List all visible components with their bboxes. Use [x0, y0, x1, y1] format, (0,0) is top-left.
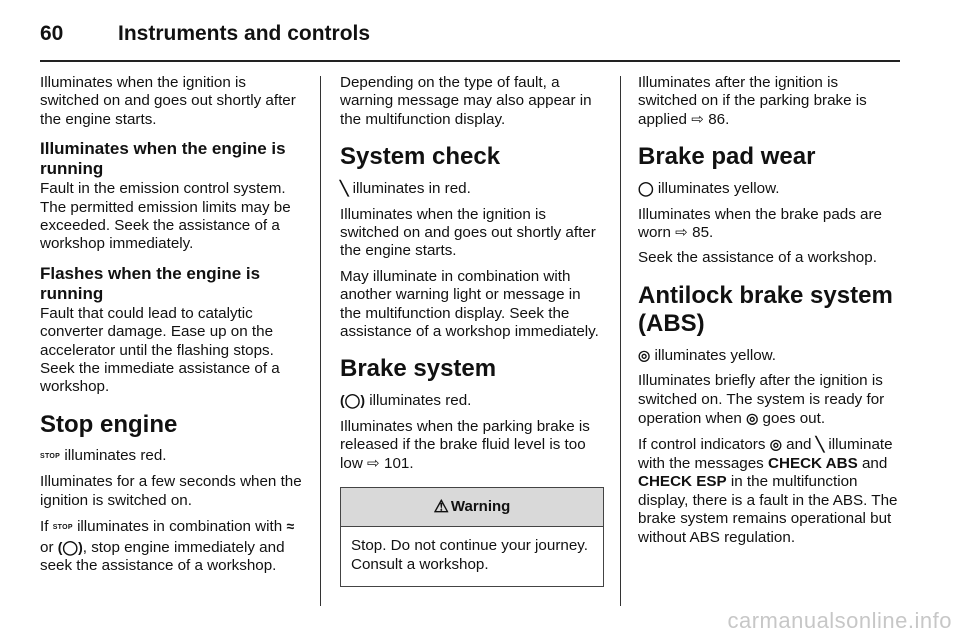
brake-system-icon: (◯) [340, 392, 365, 409]
stop-icon: STOP [52, 524, 73, 532]
paragraph: Illuminates when the parking brake is released if the brake fluid level is too low ⇨ 101. [340, 417, 590, 472]
brake-pad-wear-icon: ◯ [638, 180, 654, 197]
paragraph: Illuminates briefly after the ignition is switched on. The system is ready for operation when ◎ goes out. [638, 372, 885, 428]
paragraph: If STOP illuminates in combination with ≈ or (◯), stop engine immediately and seek the assistance of a workshop. [40, 518, 295, 574]
paragraph: Depending on the type of fault, a warning message may also appear in the multifunction display. [340, 74, 592, 128]
page-reference-arrow-icon: ⇨ [675, 224, 688, 242]
column-2 [340, 74, 602, 587]
wrench-icon: ╲ [815, 436, 825, 453]
abs-icon: ◎ [746, 410, 759, 427]
wrench-icon: ╲ [340, 180, 349, 197]
page-reference-arrow-icon: ⇨ [367, 454, 380, 472]
paragraph: ╲ illuminates in red. [340, 180, 471, 198]
paragraph: If control indicators ◎ and ╲ illuminate with the messages CHECK ABS and CHECK ESP in the multifunction display, there is a fault in the ABS. The brake system remains operational but without ABS regulation. [638, 436, 898, 546]
header-rule [40, 60, 900, 62]
brake-system-icon: (◯) [57, 538, 83, 555]
page-reference[interactable]: 85. [692, 224, 714, 242]
paragraph: Seek the assistance of a workshop. [638, 249, 877, 267]
paragraph: Illuminates for a few seconds when the ignition is switched on. [40, 473, 302, 509]
page-reference[interactable]: 101. [384, 454, 414, 472]
paragraph: ◎ illuminates yellow. [638, 346, 777, 364]
abs-icon: ◎ [638, 346, 651, 363]
heading-stop-engine: Stop engine [40, 410, 178, 438]
paragraph: STOP illuminates red. [40, 447, 302, 466]
subheading-flashes: Flashes when the engine is running [40, 263, 261, 303]
warning-title: Warning [450, 497, 511, 515]
column-divider [620, 76, 621, 606]
chapter-title: Instruments and controls [118, 22, 371, 45]
paragraph: Illuminates when the ignition is switched on and goes out shortly after the engine starts. [40, 74, 296, 128]
warning-header [341, 488, 603, 527]
paragraph: Fault in the emission control system. The permitted emission limits may be exceeded. Seek the assistance of a workshop immediately. [40, 180, 291, 253]
warning-box [340, 487, 604, 587]
paragraph: ◯ illuminates yellow. [638, 180, 780, 198]
page-number: 60 [40, 22, 64, 45]
page-reference-arrow-icon: ⇨ [691, 110, 704, 128]
page-reference[interactable]: 86. [708, 110, 730, 128]
heading-brake-system: Brake system [340, 355, 497, 383]
coolant-temperature-icon: ≈ [286, 518, 295, 535]
page-header [40, 14, 370, 54]
paragraph: Illuminates after the ignition is switched on if the parking brake is applied ⇨ 86. [638, 74, 867, 128]
paragraph: (◯) illuminates red. [340, 392, 472, 410]
watermark: carmanualsonline.info [727, 608, 952, 633]
subheading-running: Illuminates when the engine is running [40, 139, 286, 179]
column-1 [40, 74, 302, 582]
message-check-abs: CHECK ABS [768, 454, 858, 472]
column-3 [638, 74, 900, 554]
column-divider [320, 76, 321, 606]
stop-icon: STOP [40, 452, 61, 460]
warning-text: Stop. Do not continue your journey. Consult a workshop. [351, 537, 588, 573]
warning-triangle-icon: ⚠ [433, 496, 449, 516]
message-check-esp: CHECK ESP [638, 473, 727, 491]
heading-brake-pad-wear: Brake pad wear [638, 143, 816, 171]
paragraph: Illuminates when the brake pads are worn ⇨ 85. [638, 205, 882, 242]
heading-system-check: System check [340, 143, 501, 171]
heading-abs: Antilock brake system (ABS) [638, 281, 893, 337]
abs-icon: ◎ [769, 436, 782, 453]
paragraph: May illuminate in combination with another warning light or message in the multifunction display. Seek the assistance of a workshop immediately. [340, 267, 599, 341]
paragraph: Illuminates when the ignition is switched on and goes out shortly after the engine starts. [340, 205, 596, 260]
paragraph: Fault that could lead to catalytic converter damage. Ease up on the accelerator until the flashing stops. Seek the immediate assistance of a workshop. [40, 304, 280, 396]
